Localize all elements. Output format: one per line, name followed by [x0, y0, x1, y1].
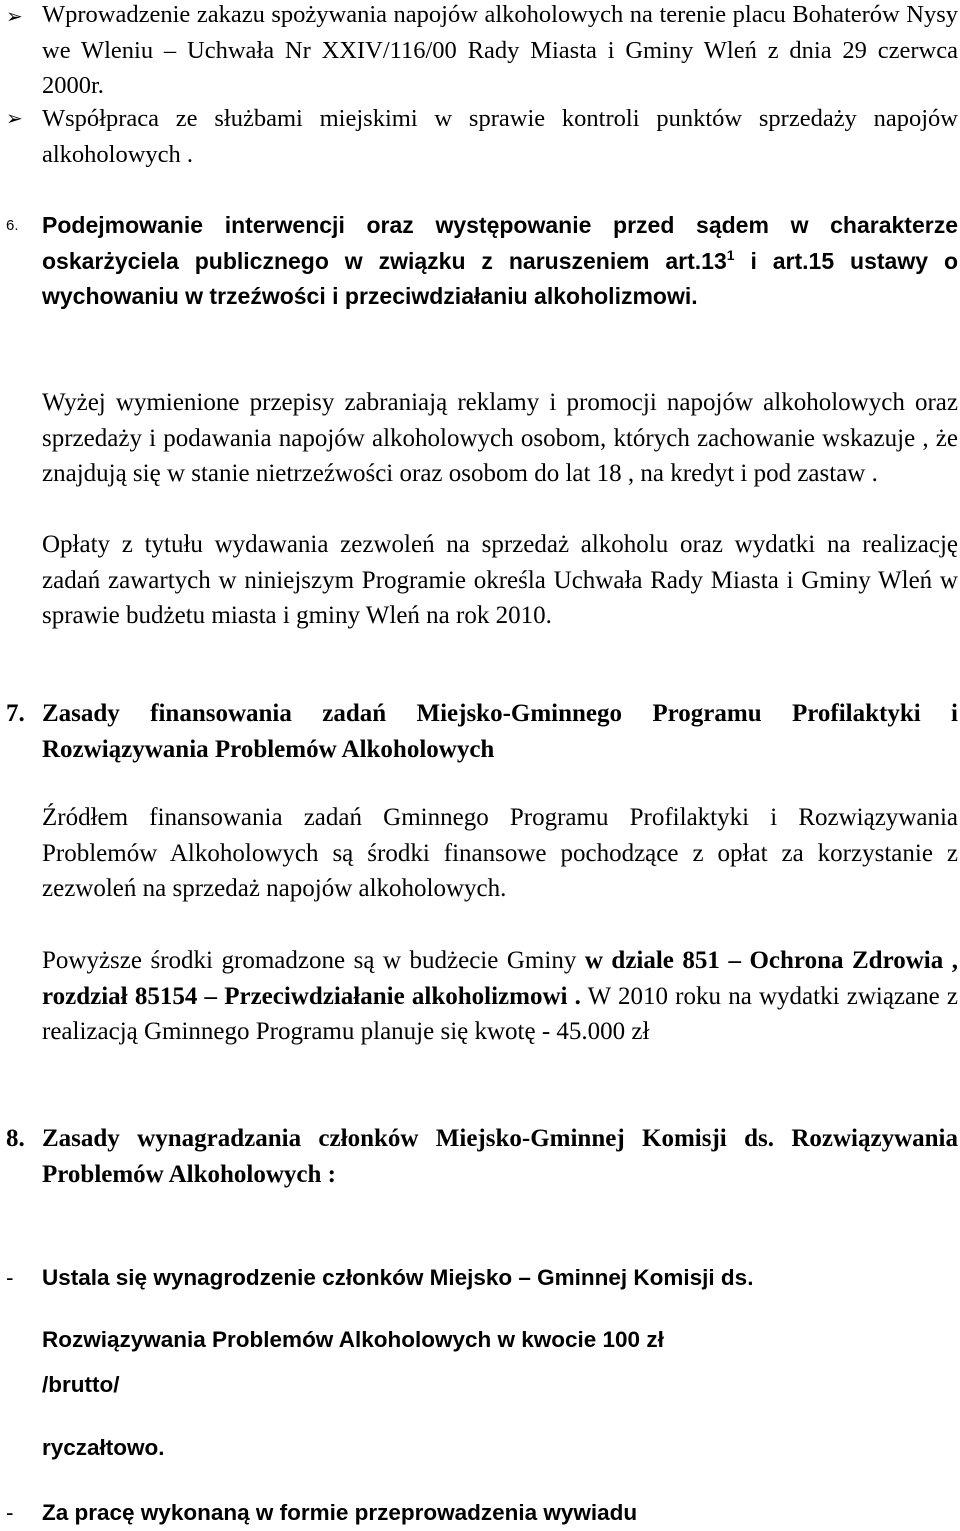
item-6-text-b: i art.15 ustawy o wychowaniu w trzeźwości i przeciwdziałaniu alkoholizmowi.	[42, 247, 958, 309]
budget-classification: w dziale 851 – Ochrona Zdrowia , rozdział 85154 – Przeciwdziałanie alkoholizmowi .	[42, 947, 958, 1010]
paragraph-funding-source	[42, 800, 958, 907]
section-7-title	[42, 696, 958, 767]
item-6-superscript: 1	[726, 246, 735, 263]
item-number: 6.	[6, 217, 19, 234]
section-title-text: Zasady finansowania zadań Miejsko-Gminnego Programu Profilaktyki i Rozwiązywania Problemów Alkoholowych	[42, 700, 958, 763]
bullet-item-text: Wprowadzenie zakazu spożywania napojów alkoholowych na terenie placu Bohaterów Nysy we Wleniu – Uchwała Nr XXIV/116/00 Rady Miasta i Gminy Wleń z dnia 29 czerwca 2000r.	[42, 1, 958, 99]
arrow-bullet-icon: ➢	[6, 106, 23, 130]
dash-item-text: Ustala się wynagrodzenie członków Miejsko – Gminnej Komisji ds.	[42, 1265, 754, 1290]
section-title-text: Zasady wynagradzania członków Miejsko-Gminnej Komisji ds. Rozwiązywania Problemów Alkoholowych :	[42, 1125, 958, 1188]
bullet-item-text: Współpraca ze służbami miejskimi w sprawie kontroli punktów sprzedaży napojów alkoholowych .	[42, 105, 958, 168]
dash-marker: -	[6, 1500, 14, 1525]
paragraph-text: W 2010 roku na wydatki związane z realizacją Gminnego Programu planuje się kwotę - 45.000 zł	[42, 982, 958, 1045]
bullet-item-1	[42, 0, 958, 104]
paragraph-text: Wyżej wymienione przepisy zabraniają reklamy i promocji napojów alkoholowych oraz sprzedaży i podawania napojów alkoholowych osobom, których zachowanie wskazuje , że znajdują się w stanie nietrzeźwości oraz osobom do lat 18 , na kredyt i pod zastaw .	[42, 389, 958, 487]
paragraph-text: Opłaty z tytułu wydawania zezwoleń na sprzedaż alkoholu oraz wydatki na realizację zadań zawartych w niniejszym Programie określa Uchwała Rady Miasta i Gminy Wleń w sprawie budżetu miasta i gminy Wleń na rok 2010.	[42, 531, 958, 629]
paragraph-budget	[42, 943, 958, 1050]
section-number: 8.	[6, 1125, 25, 1152]
section-8-title	[42, 1121, 958, 1192]
item-6-text-a: Podejmowanie interwencji oraz występowanie przed sądem w charakterze oskarżyciela publicznego w związku z naruszeniem art.13	[42, 212, 958, 274]
paragraph-prohibitions	[42, 385, 958, 492]
section-number: 7.	[6, 700, 25, 727]
arrow-bullet-icon: ➢	[6, 4, 23, 28]
paragraph-text: Źródłem finansowania zadań Gminnego Programu Profilaktyki i Rozwiązywania Problemów Alkoholowych są środki finansowe pochodzące z opłat za korzystanie z zezwoleń na sprzedaż napojów alkoholowych.	[42, 804, 958, 902]
paragraph-fees	[42, 527, 958, 634]
bullet-item-2	[42, 101, 958, 172]
dash-marker: -	[6, 1265, 14, 1290]
dash-item-text: /brutto/	[42, 1372, 120, 1397]
dash-item-text: Za pracę wykonaną w formie przeprowadzenia wywiadu	[42, 1500, 638, 1525]
dash-item-1-line-3	[42, 1367, 958, 1402]
dash-item-1-line-4	[42, 1430, 958, 1465]
dash-item-text: Rozwiązywania Problemów Alkoholowych w kwocie 100 zł	[42, 1327, 664, 1352]
dash-item-1-line-1	[42, 1260, 958, 1295]
dash-item-2-line-1	[42, 1495, 958, 1530]
dash-item-1-line-2	[42, 1322, 958, 1357]
dash-item-text: ryczałtowo.	[42, 1435, 165, 1460]
item-6-text	[42, 208, 958, 315]
paragraph-text: Powyższe środki gromadzone są w budżecie Gminy	[42, 947, 585, 974]
